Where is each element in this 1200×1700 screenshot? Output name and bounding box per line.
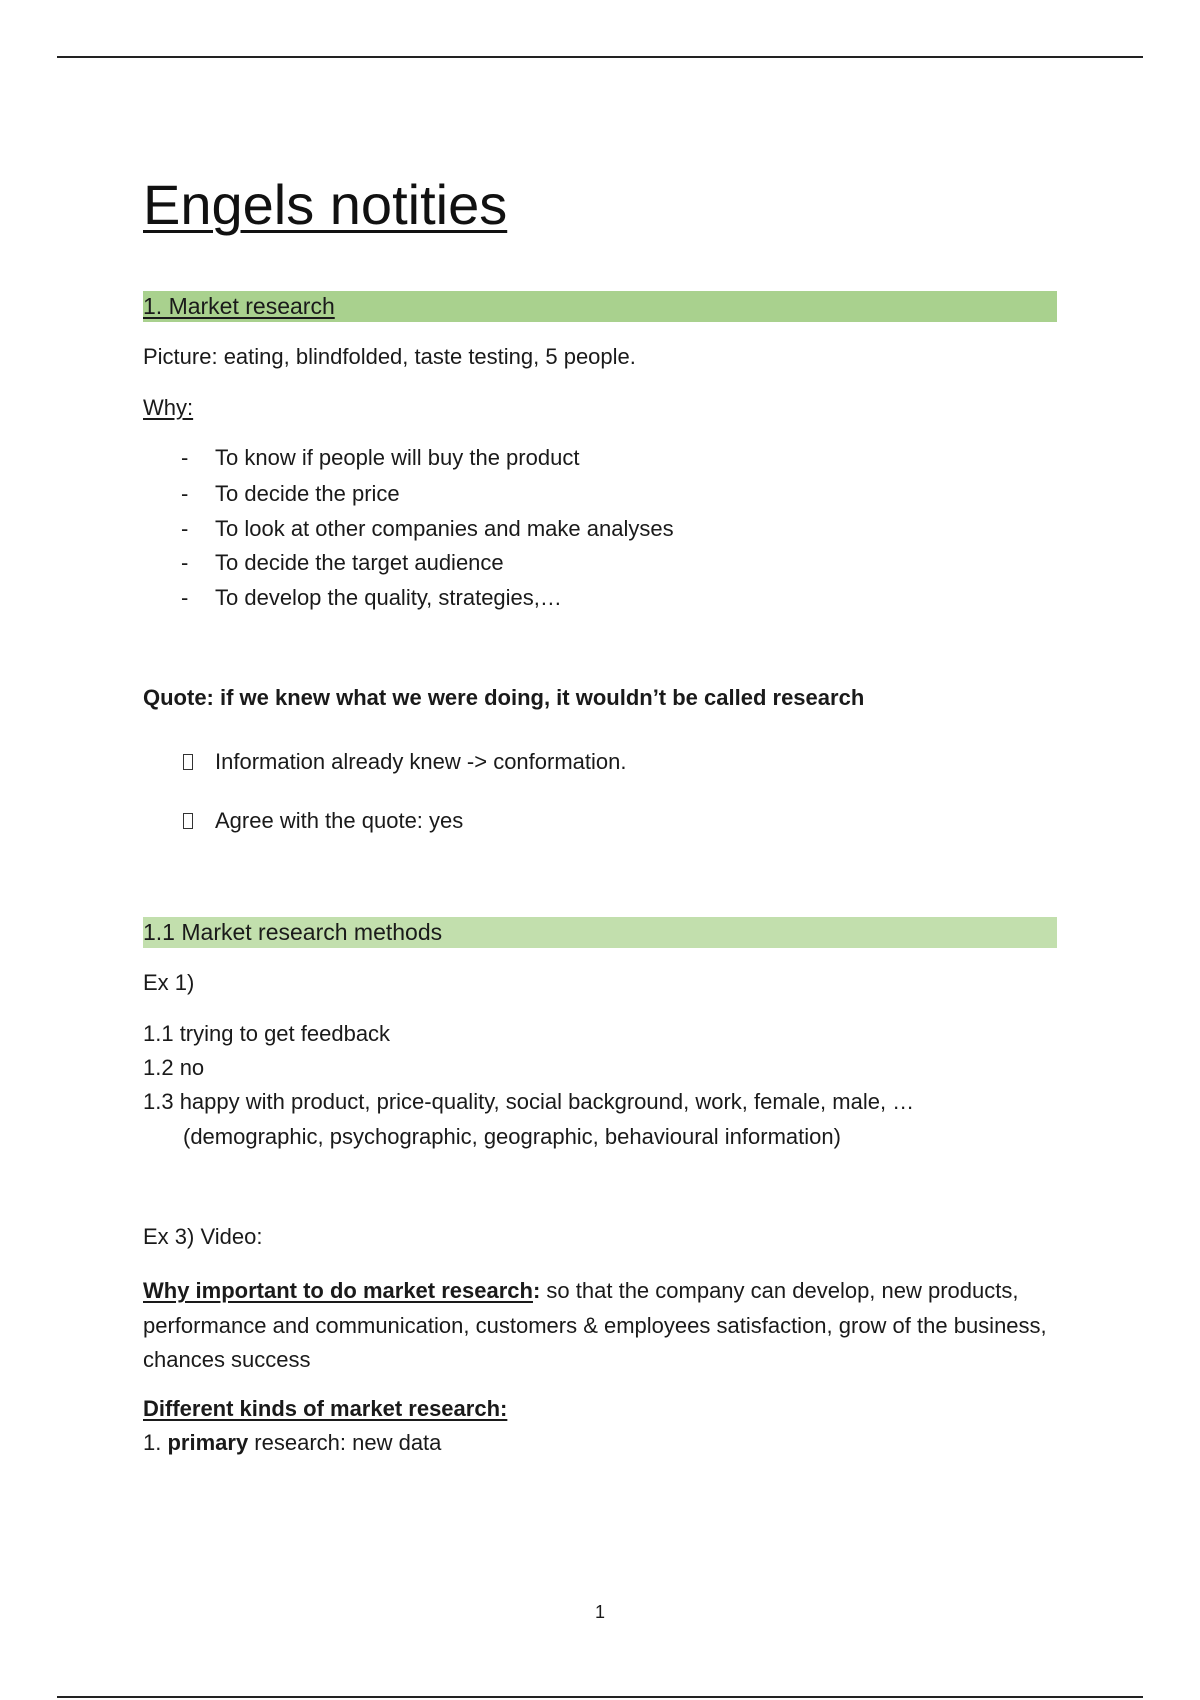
arrow-bullet-icon	[183, 813, 193, 829]
list-item-text: To decide the price	[215, 481, 400, 506]
dash-bullet: -	[181, 516, 189, 541]
ex1-continuation: (demographic, psychographic, geographic, behavioural information)	[183, 1124, 841, 1149]
list-item-text: Information already knew -> conformation.	[215, 749, 627, 774]
page-title: Engels notities	[143, 173, 508, 236]
primary-prefix: 1.	[143, 1430, 168, 1455]
list-item-text: To develop the quality, strategies,…	[215, 585, 562, 610]
primary-rest: research: new data	[248, 1430, 442, 1455]
ex3-label: Ex 3) Video:	[143, 1224, 263, 1249]
list-item-text: To know if people will buy the product	[215, 445, 580, 470]
ex1-line: 1.2 no	[143, 1055, 205, 1080]
primary-research-line	[143, 1428, 441, 1458]
why-important-colon: :	[532, 1278, 541, 1303]
why-label: Why:	[143, 395, 194, 420]
list-item-text: To decide the target audience	[215, 550, 504, 575]
picture-description: Picture: eating, blindfolded, taste testing, 5 people.	[143, 344, 636, 369]
dash-bullet: -	[181, 481, 189, 506]
ex1-line: 1.1 trying to get feedback	[143, 1021, 391, 1046]
dash-bullet: -	[181, 585, 189, 610]
quote-text: Quote: if we knew what we were doing, it wouldn’t be called research	[143, 685, 865, 710]
footer-rule	[57, 1696, 1143, 1698]
primary-term: primary	[167, 1430, 249, 1455]
ex1-line: 1.3 happy with product, price-quality, social background, work, female, male, …	[143, 1089, 915, 1114]
list-item-text: To look at other companies and make analyses	[215, 516, 674, 541]
dash-bullet: -	[181, 550, 189, 575]
section-heading-market-research-methods	[143, 917, 1057, 948]
page-number: 1	[594, 1602, 605, 1622]
list-item-text: Agree with the quote: yes	[215, 808, 464, 833]
why-important-label: Why important to do market research	[143, 1278, 533, 1303]
ex1-label: Ex 1)	[143, 970, 195, 995]
arrow-bullet-icon	[183, 754, 193, 770]
header-rule	[57, 56, 1143, 58]
section-heading-label: 1. Market research	[143, 293, 335, 319]
why-important-text: so that the company can develop, new products, performance and communication, customers & employees satisfaction, grow of the business, chances success	[143, 1278, 1047, 1372]
section-heading-market-research	[143, 291, 1057, 322]
why-important-paragraph	[143, 1274, 1057, 1378]
dash-bullet: -	[181, 445, 189, 470]
section-heading-label: 1.1 Market research methods	[143, 919, 443, 945]
kinds-label: Different kinds of market research:	[143, 1396, 508, 1421]
